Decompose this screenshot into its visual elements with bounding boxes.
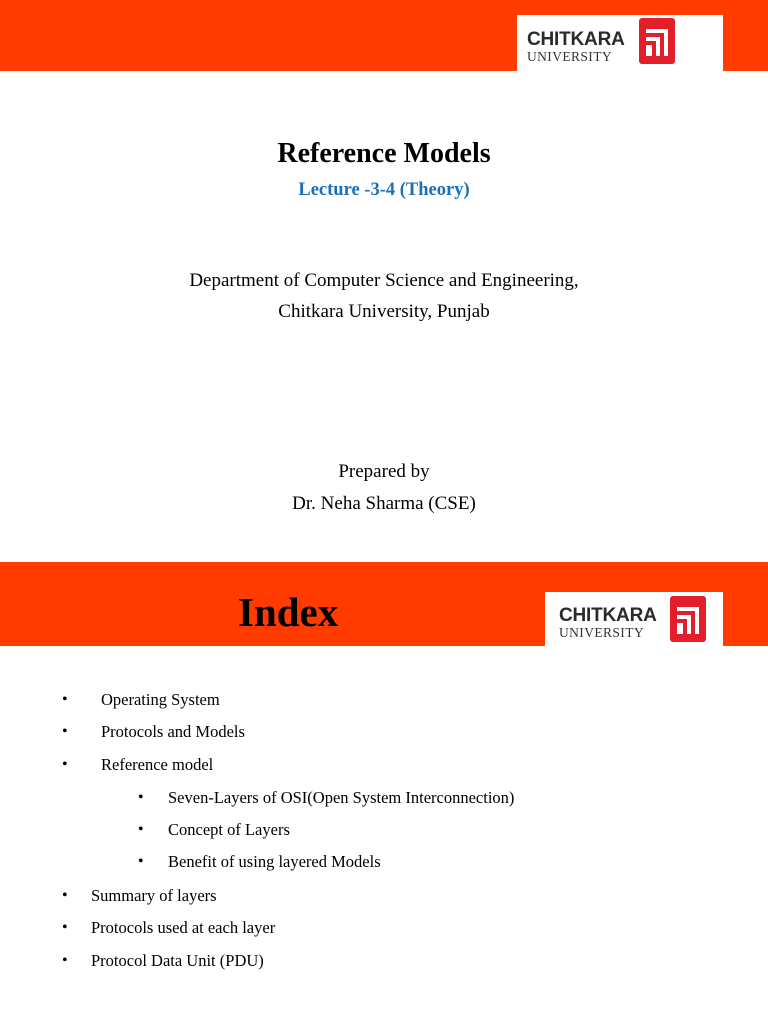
list-item-text: Seven-Layers of OSI(Open System Interconnection) <box>168 788 515 807</box>
bullet-icon: • <box>138 853 144 870</box>
top-thin-band <box>0 562 768 576</box>
logo-subtext: UNIVERSITY <box>527 49 612 64</box>
list-item-text: Benefit of using layered Models <box>168 852 381 871</box>
bullet-icon: • <box>62 756 68 773</box>
chitkara-emblem-icon <box>639 18 675 64</box>
bullet-icon: • <box>138 789 144 806</box>
logo-wordmark: CHITKARA <box>527 29 625 50</box>
university-logo <box>545 592 723 646</box>
bullet-icon: • <box>62 952 68 969</box>
index-slide <box>0 562 768 1024</box>
bullet-icon: • <box>62 723 68 740</box>
list-item-text: Reference model <box>101 755 214 774</box>
list-item-text: Operating System <box>101 690 220 709</box>
bullet-icon: • <box>62 919 68 936</box>
list-item-text: Concept of Layers <box>168 820 290 839</box>
department-line-1: Department of Computer Science and Engineering, <box>189 270 579 291</box>
logo-wordmark: CHITKARA <box>559 605 657 626</box>
list-item-text: Protocols and Models <box>101 722 245 741</box>
list-item-text: Protocols used at each layer <box>91 918 276 937</box>
prepared-by-label: Prepared by <box>338 461 430 482</box>
university-logo <box>517 15 723 71</box>
bullet-icon: • <box>62 691 68 708</box>
logo-subtext: UNIVERSITY <box>559 625 644 640</box>
page-title: Reference Models <box>277 138 491 169</box>
chitkara-emblem-icon <box>670 596 706 642</box>
author-name: Dr. Neha Sharma (CSE) <box>292 493 476 514</box>
bullet-icon: • <box>62 887 68 904</box>
bullet-icon: • <box>138 821 144 838</box>
list-item-text: Protocol Data Unit (PDU) <box>91 951 264 970</box>
lecture-subtitle: Lecture -3-4 (Theory) <box>298 180 470 200</box>
department-line-2: Chitkara University, Punjab <box>278 301 490 322</box>
index-heading: Index <box>238 589 339 635</box>
list-item-text: Summary of layers <box>91 886 217 905</box>
